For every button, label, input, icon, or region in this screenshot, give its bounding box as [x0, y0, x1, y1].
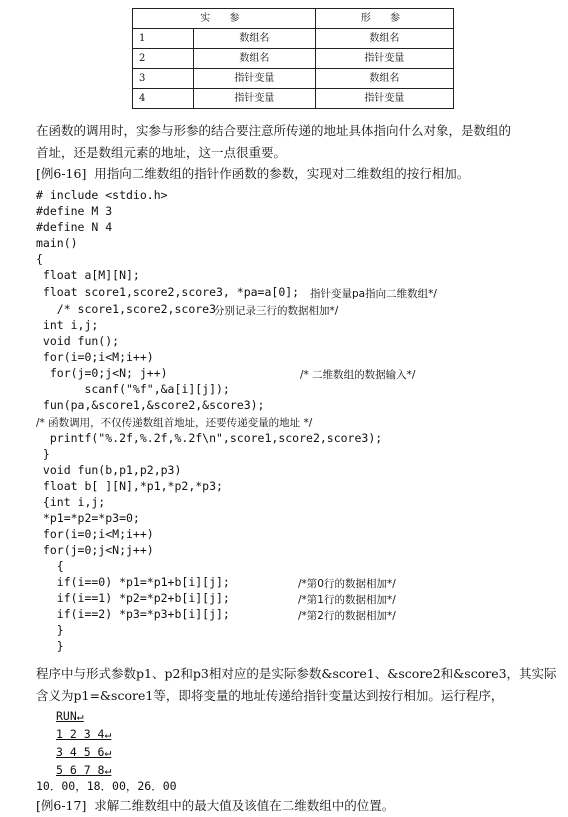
header-formal-params: 形 参	[315, 9, 453, 29]
code-line: #define N 4	[36, 220, 113, 234]
code-line: if(i==0) *p1=*p1+b[i][j];	[36, 575, 230, 589]
code-line: }	[36, 447, 50, 461]
paragraph-line: 程序中与形式参数p1、p2和p3相对应的是实际参数&score1、&score2和&score3，其实际	[36, 666, 557, 681]
paragraph-line: 在函数的调用时，实参与形参的结合要注意所传递的地址具体指向什么对象，是数组的	[36, 123, 512, 138]
example-label: [例6-17]	[36, 798, 87, 813]
code-line: for(i=0;i<M;i++)	[36, 527, 154, 541]
code-line: void fun(b,p1,p2,p3)	[36, 463, 182, 477]
code-line: {	[36, 252, 43, 266]
paragraph-line: 含义为p1=&score1等，即将变量的地址传递给指针变量达到按行相加。运行程序，	[36, 688, 504, 703]
code-line: #define M 3	[36, 204, 113, 218]
run-input-line: 1 2 3 4↵	[56, 727, 112, 741]
code-line: fun(pa,&score1,&score2,&score3);	[36, 398, 265, 412]
code-comment: /* 二维数组的数据输入*/	[300, 369, 416, 381]
code-line: if(i==1) *p2=*p2+b[i][j];	[36, 591, 230, 605]
table-header-row	[133, 9, 454, 29]
code-line: main()	[36, 236, 78, 250]
actual-arg-cell: 指针变量	[194, 69, 316, 89]
run-output: 10．00，18．00，26．00	[36, 779, 177, 793]
code-line: /* score1,score2,score3	[36, 302, 217, 316]
paragraph-line: 首址，还是数组元素的地址，这一点很重要。	[36, 145, 287, 160]
code-line: int i,j;	[36, 318, 99, 332]
run-input-line: 5 6 7 8↵	[56, 763, 112, 777]
code-line: float b[ ][N],*p1,*p2,*p3;	[36, 479, 223, 493]
actual-arg-cell: 数组名	[194, 29, 316, 49]
run-command: RUN↵	[56, 709, 84, 723]
row-number: 2	[133, 49, 194, 69]
code-line: }	[36, 623, 64, 637]
formal-param-cell: 指针变量	[315, 49, 453, 69]
code-line: for(i=0;i<M;i++)	[36, 350, 154, 364]
code-comment: 分别记录三行的数据相加*/	[214, 305, 339, 317]
formal-param-cell: 数组名	[315, 69, 453, 89]
code-line: # include <stdio.h>	[36, 188, 168, 202]
formal-param-cell: 数组名	[315, 29, 453, 49]
table-row	[133, 49, 454, 69]
code-comment: /*第0行的数据相加*/	[298, 578, 396, 590]
run-input-line: 3 4 5 6↵	[56, 745, 112, 759]
table-row	[133, 69, 454, 89]
code-comment: /*第2行的数据相加*/	[298, 610, 396, 622]
code-line: for(j=0;j<N;j++)	[36, 543, 154, 557]
code-line: {int i,j;	[36, 495, 106, 509]
code-line: for(j=0;j<N; j++)	[36, 366, 168, 380]
example-heading	[36, 164, 469, 184]
actual-arg-cell: 数组名	[194, 49, 316, 69]
code-line: {	[36, 559, 64, 573]
code-line: float a[M][N];	[36, 268, 140, 282]
example-title: 求解二维数组中的最大值及该值在二维数组中的位置。	[94, 798, 395, 813]
formal-param-cell: 指针变量	[315, 89, 453, 109]
code-line: void fun();	[36, 334, 120, 348]
code-comment: /* 函数调用，不仅传递数组首地址，还要传递变量的地址 */	[36, 417, 313, 429]
actual-arg-cell: 指针变量	[194, 89, 316, 109]
code-line: scanf("%f",&a[i][j]);	[36, 382, 230, 396]
example-heading	[36, 796, 394, 816]
code-line: if(i==2) *p3=*p3+b[i][j];	[36, 607, 230, 621]
argument-parameter-table	[132, 8, 454, 109]
code-line: float score1,score2,score3, *pa=a[0];	[36, 285, 300, 299]
header-actual-args: 实 参	[133, 9, 316, 29]
example-title: 用指向二维数组的指针作函数的参数，实现对二维数组的按行相加。	[94, 166, 470, 181]
code-line: printf("%.2f,%.2f,%.2f\n",score1,score2,score3);	[36, 431, 383, 445]
code-line: }	[36, 639, 64, 653]
code-comment: /*第1行的数据相加*/	[298, 594, 396, 606]
table-row	[133, 89, 454, 109]
example-label: [例6-16]	[36, 166, 87, 181]
row-number: 4	[133, 89, 194, 109]
row-number: 3	[133, 69, 194, 89]
table-row	[133, 29, 454, 49]
row-number: 1	[133, 29, 194, 49]
code-line: *p1=*p2=*p3=0;	[36, 511, 140, 525]
code-comment: 指针变量pa指向二维数组*/	[310, 288, 437, 300]
